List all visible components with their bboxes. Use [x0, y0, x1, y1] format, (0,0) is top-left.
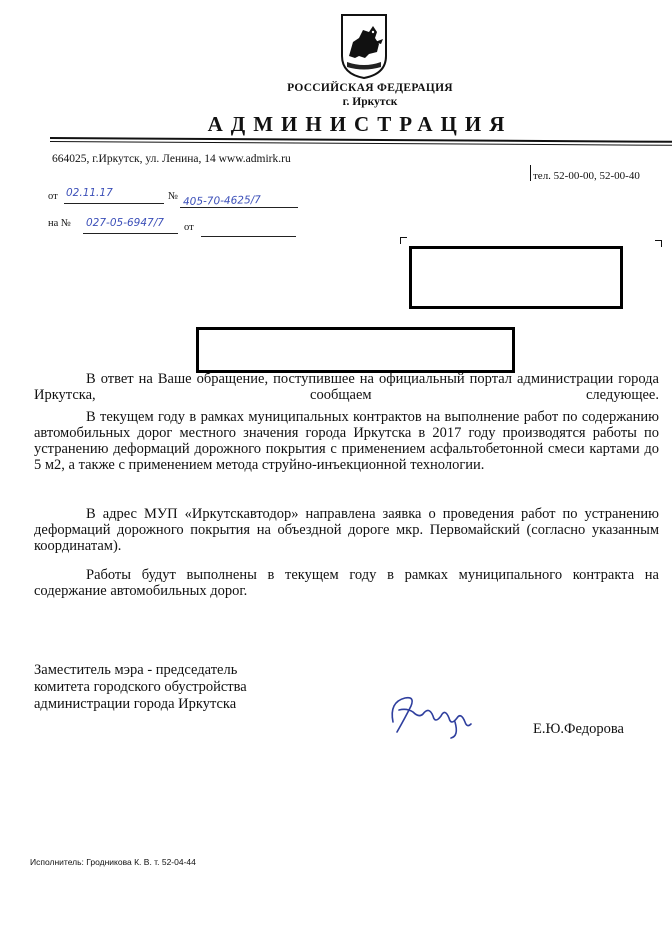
body-paragraph-4: Работы будут выполнены в текущем году в рамках муниципального контракта на содержание автомобильных дорог.	[34, 567, 659, 599]
redacted-addressee-box	[409, 246, 623, 309]
signer-title	[34, 662, 247, 713]
number-label: №	[168, 191, 179, 202]
body-paragraph-2: В текущем году в рамках муниципальных контрактов на выполнение работ по содержанию автомобильных дорог местного значения города Иркутска в 2017 году производятся работы по устранению деформаций дорожного покрытия с применением асфальтобетонной смеси картами до 5 м2, а также с применением метода струйно-инъекционной технологии.	[34, 409, 659, 473]
body-paragraph-3: В адрес МУП «Иркутскавтодор» направлена заявка о проведения работ по устранению деформаций дорожного покрытия на объездной дороге мкр. Первомайский (согласно указанным координатам).	[34, 506, 659, 554]
addressee-corner-right	[655, 240, 662, 247]
from-date-line	[64, 203, 164, 204]
body-paragraph-1: В ответ на Ваше обращение, поступившее на официальный портал администрации города Иркутска, сообщаем следующее.	[34, 371, 659, 403]
signer-title-line-1: Заместитель мэра - председатель	[34, 662, 238, 678]
letterhead-address: 664025, г.Иркутск, ул. Ленина, 14 www.admirk.ru	[52, 153, 291, 165]
handwritten-signature-icon	[385, 692, 480, 740]
letterhead-title: АДМИНИСТРАЦИЯ	[207, 112, 513, 136]
letterhead-phone: тел. 52-00-00, 52-00-40	[533, 170, 640, 182]
signer-name: Е.Ю.Федорова	[533, 721, 624, 737]
from-date-value: 02.11.17	[66, 187, 113, 199]
executor-note: Исполнитель: Гродникова К. В. т. 52-04-44	[30, 857, 196, 867]
number-value: 405-70-4625/7	[182, 193, 262, 209]
signer-title-line-2: комитета городского обустройства	[34, 679, 247, 695]
reference-number-line	[83, 233, 178, 234]
addressee-corner-left	[400, 237, 407, 244]
signer-title-line-3: администрации города Иркутска	[34, 696, 237, 712]
irkutsk-coat-of-arms-icon	[339, 12, 389, 80]
from-date-label: от	[48, 191, 58, 202]
redacted-salutation-box	[196, 327, 515, 373]
reference-date-line	[201, 236, 296, 237]
reference-number-label: на №	[48, 218, 71, 229]
letterhead-city: г. Иркутск	[342, 96, 398, 108]
letterhead-country: РОССИЙСКАЯ ФЕДЕРАЦИЯ	[287, 82, 453, 94]
phone-divider	[530, 165, 531, 181]
reference-number-value: 027-05-6947/7	[86, 217, 164, 229]
number-line	[180, 207, 298, 208]
reference-date-label: от	[184, 222, 194, 233]
